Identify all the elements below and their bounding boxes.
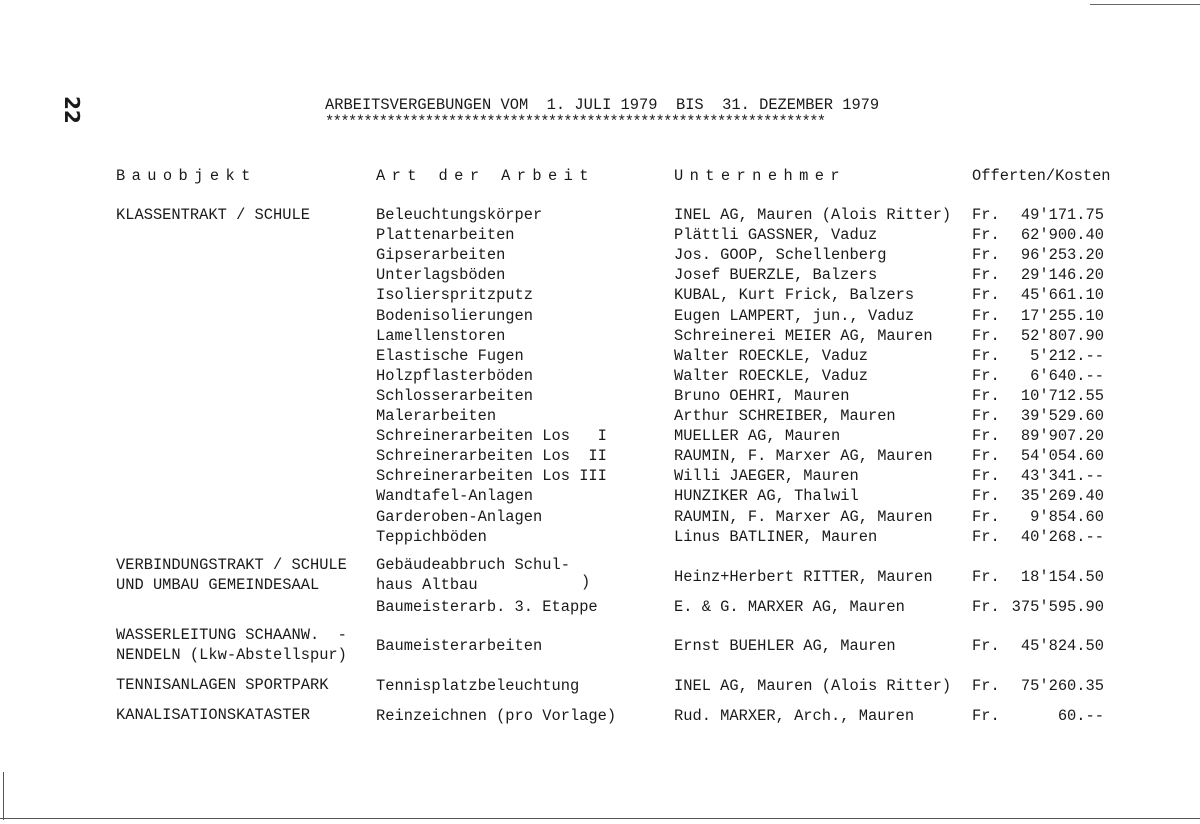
currency-label: Fr.: [972, 327, 1000, 345]
currency-label: Fr.: [972, 407, 1000, 425]
row-amount: 29'146.20: [1020, 266, 1104, 284]
row-amount: 45'661.10: [1020, 286, 1104, 304]
amount-etappe: 375'595.90: [1011, 598, 1104, 616]
art-baumeisterarbeiten: Baumeisterarbeiten: [376, 637, 543, 655]
closing-paren: ): [581, 573, 591, 591]
currency-label: Fr.: [972, 568, 1000, 586]
row-unternehmer: Eugen LAMPERT, jun., Vaduz: [674, 307, 915, 325]
row-art: Gipserarbeiten: [376, 246, 506, 264]
currency-label: Fr.: [972, 528, 1000, 546]
title-underline: *****************************************************************: [325, 113, 825, 131]
row-amount: 43'341.--: [1020, 467, 1104, 485]
currency-label: Fr.: [972, 707, 1000, 725]
currency-label: Fr.: [972, 307, 1000, 325]
row-art: Unterlagsböden: [376, 266, 506, 284]
row-unternehmer: Linus BATLINER, Mauren: [674, 528, 878, 546]
row-amount: 17'255.10: [1020, 307, 1104, 325]
row-art: Schreinerarbeiten Los I: [376, 427, 607, 445]
header-unternehmer: Unternehmer: [674, 167, 846, 185]
currency-label: Fr.: [972, 427, 1000, 445]
row-unternehmer: Jos. GOOP, Schellenberg: [674, 246, 887, 264]
row-unternehmer: RAUMIN, F. Marxer AG, Mauren: [674, 447, 933, 465]
row-amount: 9'854.60: [1030, 508, 1104, 526]
row-art: Beleuchtungskörper: [376, 206, 543, 224]
row-amount: 5'212.--: [1030, 347, 1104, 365]
top-edge-line: [1090, 4, 1200, 5]
unternehmer-buehler: Ernst BUEHLER AG, Mauren: [674, 637, 896, 655]
row-unternehmer: Josef BUERZLE, Balzers: [674, 266, 878, 284]
amount-abbruch: 18'154.50: [1020, 568, 1104, 586]
row-amount: 54'054.60: [1020, 447, 1104, 465]
row-unternehmer: Arthur SCHREIBER, Mauren: [674, 407, 896, 425]
currency-label: Fr.: [972, 508, 1000, 526]
object-klassentrakt: KLASSENTRAKT / SCHULE: [116, 206, 310, 224]
row-art: Schreinerarbeiten Los III: [376, 467, 607, 485]
object-tennisanlagen: TENNISANLAGEN SPORTPARK: [116, 676, 329, 694]
object-verbindungstrakt-line1: VERBINDUNGSTRAKT / SCHULE: [116, 556, 347, 574]
currency-label: Fr.: [972, 637, 1000, 655]
row-amount: 10'712.55: [1020, 387, 1104, 405]
bottom-edge-line: [0, 818, 1200, 819]
row-unternehmer: RAUMIN, F. Marxer AG, Mauren: [674, 508, 933, 526]
row-amount: 39'529.60: [1020, 407, 1104, 425]
row-art: Isolierspritzputz: [376, 286, 534, 304]
row-unternehmer: Willi JAEGER, Mauren: [674, 467, 859, 485]
amount-wasserleitung: 45'824.50: [1020, 637, 1104, 655]
row-amount: 89'907.20: [1020, 427, 1104, 445]
row-unternehmer: INEL AG, Mauren (Alois Ritter): [674, 206, 952, 224]
row-art: Schlosserarbeiten: [376, 387, 534, 405]
currency-label: Fr.: [972, 447, 1000, 465]
row-amount: 40'268.--: [1020, 528, 1104, 546]
left-edge-line: [3, 772, 4, 820]
row-art: Teppichböden: [376, 528, 487, 546]
row-unternehmer: Schreinerei MEIER AG, Mauren: [674, 327, 933, 345]
row-amount: 52'807.90: [1020, 327, 1104, 345]
row-unternehmer: KUBAL, Kurt Frick, Balzers: [674, 286, 915, 304]
object-wasserleitung-line1: WASSERLEITUNG SCHAANW. -: [116, 626, 347, 644]
row-amount: 35'269.40: [1020, 487, 1104, 505]
row-art: Lamellenstoren: [376, 327, 506, 345]
row-art: Wandtafel-Anlagen: [376, 487, 534, 505]
header-kosten: Offerten/Kosten: [972, 167, 1111, 185]
row-unternehmer: Bruno OEHRI, Mauren: [674, 387, 850, 405]
unternehmer-ritter: Heinz+Herbert RITTER, Mauren: [674, 568, 933, 586]
row-amount: 49'171.75: [1020, 206, 1104, 224]
currency-label: Fr.: [972, 226, 1000, 244]
page-number: 22: [60, 96, 84, 124]
currency-label: Fr.: [972, 286, 1000, 304]
art-abbruch-line2: haus Altbau: [376, 576, 478, 594]
row-unternehmer: HUNZIKER AG, Thalwil: [674, 487, 859, 505]
row-art: Plattenarbeiten: [376, 226, 515, 244]
unternehmer-inel: INEL AG, Mauren (Alois Ritter): [674, 677, 952, 695]
currency-label: Fr.: [972, 367, 1000, 385]
object-verbindungstrakt-line2: UND UMBAU GEMEINDESAAL: [116, 576, 320, 594]
header-art: Art der Arbeit: [376, 167, 595, 185]
row-amount: 96'253.20: [1020, 246, 1104, 264]
currency-label: Fr.: [972, 206, 1000, 224]
currency-label: Fr.: [972, 467, 1000, 485]
object-wasserleitung-line2: NENDELN (Lkw-Abstellspur): [116, 646, 347, 664]
row-unternehmer: Walter ROECKLE, Vaduz: [674, 347, 868, 365]
row-art: Garderoben-Anlagen: [376, 508, 543, 526]
amount-kanal: 60.--: [1057, 707, 1104, 725]
row-art: Elastische Fugen: [376, 347, 524, 365]
row-unternehmer: Plättli GASSNER, Vaduz: [674, 226, 878, 244]
currency-label: Fr.: [972, 677, 1000, 695]
row-art: Bodenisolierungen: [376, 307, 534, 325]
row-art: Schreinerarbeiten Los II: [376, 447, 607, 465]
header-bauobjekt: Bauobjekt: [116, 167, 257, 185]
amount-tennis: 75'260.35: [1020, 677, 1104, 695]
currency-label: Fr.: [972, 347, 1000, 365]
currency-label: Fr.: [972, 246, 1000, 264]
row-amount: 6'640.--: [1030, 367, 1104, 385]
currency-label: Fr.: [972, 387, 1000, 405]
art-tennisplatz: Tennisplatzbeleuchtung: [376, 677, 580, 695]
row-amount: 62'900.40: [1020, 226, 1104, 244]
row-unternehmer: MUELLER AG, Mauren: [674, 427, 841, 445]
row-unternehmer: Walter ROECKLE, Vaduz: [674, 367, 868, 385]
art-reinzeichnen: Reinzeichnen (pro Vorlage): [376, 707, 617, 725]
currency-label: Fr.: [972, 598, 1000, 616]
page-title: ARBEITSVERGEBUNGEN VOM 1. JULI 1979 BIS 31. DEZEMBER 1979: [325, 96, 880, 114]
currency-label: Fr.: [972, 266, 1000, 284]
currency-label: Fr.: [972, 487, 1000, 505]
row-art: Holzpflasterböden: [376, 367, 534, 385]
art-abbruch-line1: Gebäudeabbruch Schul-: [376, 556, 570, 574]
row-art: Malerarbeiten: [376, 407, 497, 425]
unternehmer-rud-marxer: Rud. MARXER, Arch., Mauren: [674, 707, 915, 725]
unternehmer-marxer: E. & G. MARXER AG, Mauren: [674, 598, 905, 616]
object-kanalisation: KANALISATIONSKATASTER: [116, 706, 310, 724]
art-baumeister-etappe: Baumeisterarb. 3. Etappe: [376, 598, 598, 616]
